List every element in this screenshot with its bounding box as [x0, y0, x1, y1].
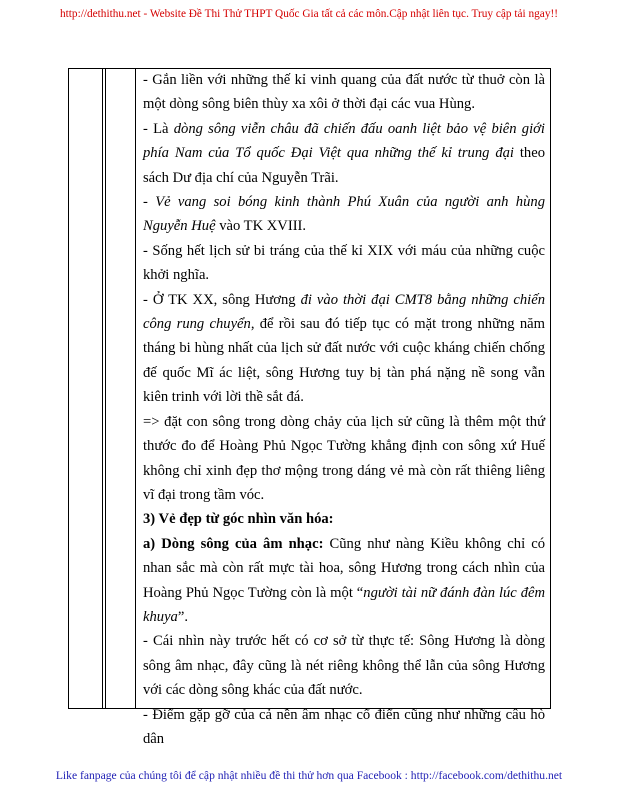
paragraph-conclusion: => đặt con sông trong dòng chảy của lịch sử cũng là thêm một thứ thước đo để Hoàng Phủ Ngọc Tường khẳng định con sông xứ Huế không chỉ xinh đẹp thơ mộng trong dáng vẻ mà còn rất thiêng liêng vĩ đại trong tầm vóc. [143, 413, 545, 503]
paragraph-southern-border: - Là dòng sông viễn châu đã chiến đấu oanh liệt bảo vệ biên giới phía Nam của Tổ quốc Đại Việt qua những thế kỉ trung đại theo sách Dư địa chí của Nguyễn Trãi. [143, 120, 545, 186]
paragraph-19th-century: - Sống hết lịch sử bi tráng của thế kỉ XIX với máu của những cuộc khởi nghĩa. [143, 242, 545, 284]
page-footer-banner: Like fanpage của chúng tôi để cập nhật nhiều đề thi thử hơn qua Facebook : http://facebook.com/dethithu.net [55, 769, 563, 782]
paragraph-classical-music: - Điểm gặp gỡ của cả nền âm nhạc cổ điển cũng như những câu hò dân [143, 706, 545, 747]
paragraph-reality-basis: - Cái nhìn này trước hết có cơ sở từ thực tế: Sông Hương là dòng sông âm nhạc, đây cũng là nét riêng không thể lẫn của sông Hương với các dòng sông khác của đất nước. [143, 633, 545, 699]
essay-content [143, 68, 545, 751]
table-column-divider [135, 69, 136, 708]
paragraph-music-river: a) Dòng sông của âm nhạc: Cũng như nàng Kiều không chỉ có nhan sắc mà còn rất mực tài hoa, sông Hương trong cách nhìn của Hoàng Phủ Ngọc Tường còn là một “người tài nữ đánh đàn lúc đêm khuya”. [143, 535, 546, 625]
section-heading: 3) Vẻ đẹp từ góc nhìn văn hóa: [143, 511, 334, 528]
page-header-banner: http://dethithu.net - Website Đề Thi Thử THPT Quốc Gia tất cả các môn.Cập nhật liên tục. Truy cập tải ngay!! [60, 8, 558, 20]
table-column-divider [105, 69, 106, 708]
table-column-divider [102, 69, 103, 708]
paragraph-20th-century: - Ở TK XX, sông Hương đi vào thời đại CMT8 bằng những chiến công rung chuyển, để rồi sau đó tiếp tục có mặt trong những năm tháng bi hùng nhất của lịch sử đất nước với cuộc kháng chiến chống đế quốc Mĩ ác liệt, sông Hương tuy bị tàn phá nặng nề song vẫn kiên trinh với lời thề sắt đá. [143, 291, 545, 406]
content-table [68, 68, 551, 747]
paragraph-glory: - Gắn liền với những thế kỉ vinh quang của đất nước từ thuở còn là một dòng sông biên thùy xa xôi ở thời đại các vua Hùng. [143, 72, 545, 113]
paragraph-phu-xuan: - Vẻ vang soi bóng kinh thành Phú Xuân của người anh hùng Nguyễn Huệ vào TK XVIII. [143, 194, 545, 235]
